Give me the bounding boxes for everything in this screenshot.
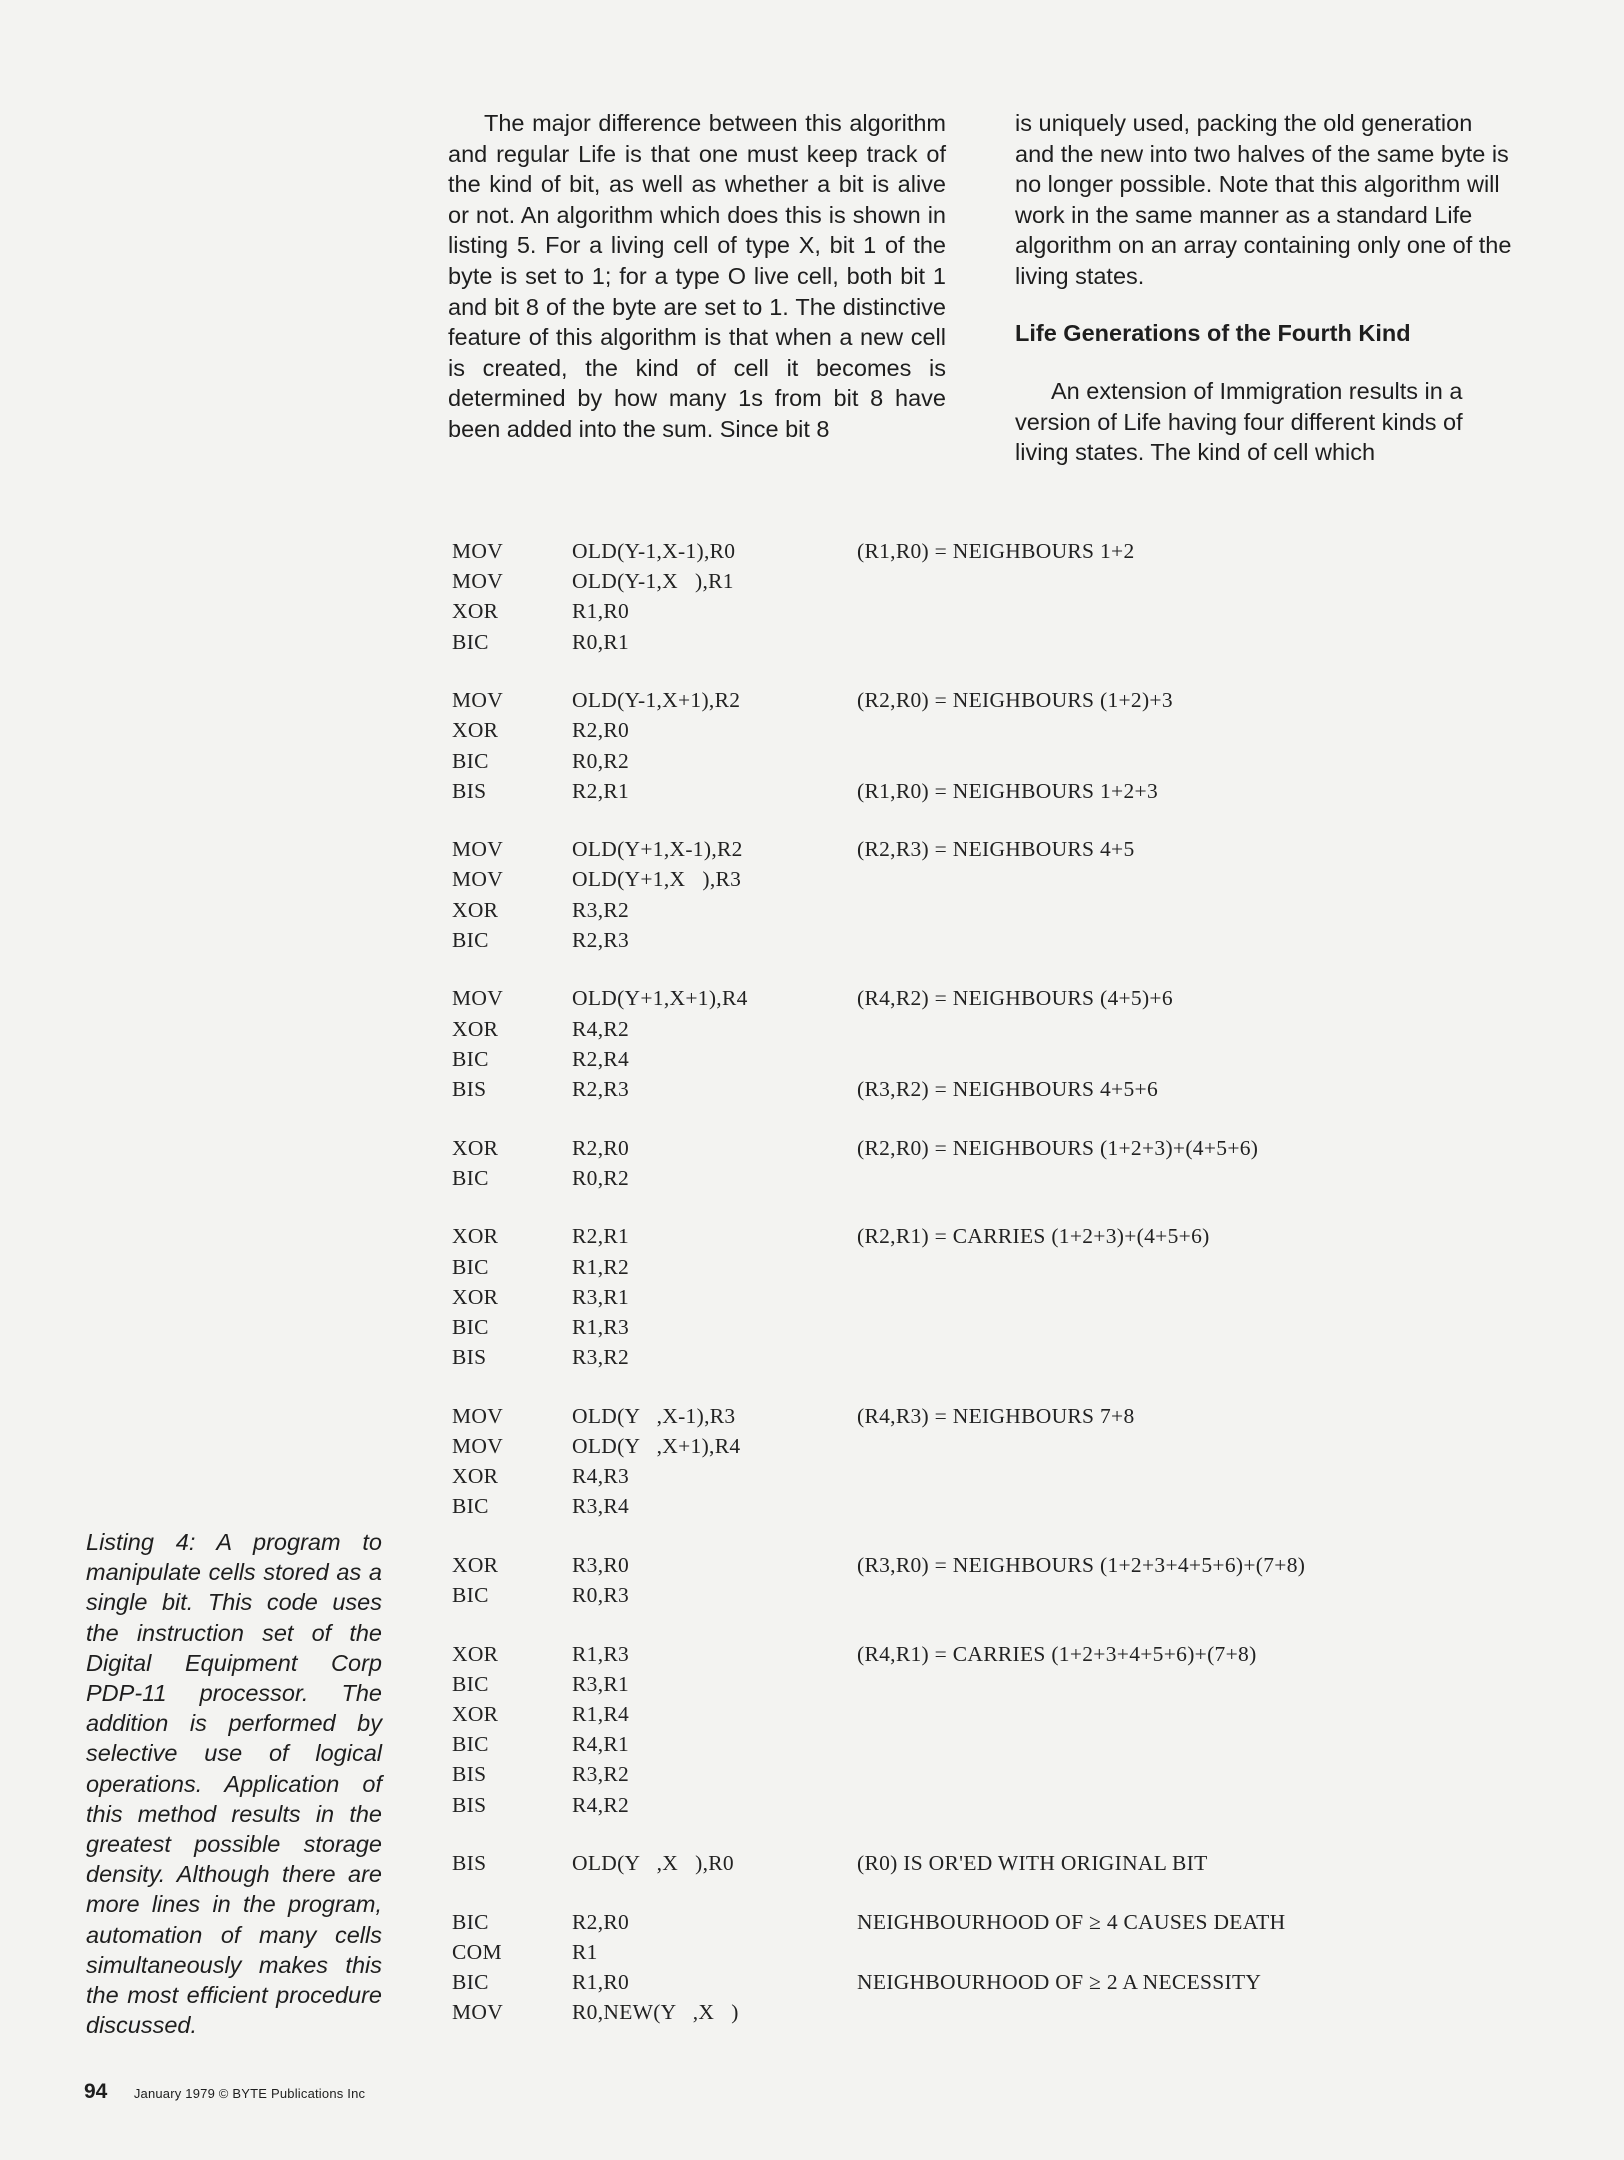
code-opcode: COM xyxy=(452,1939,502,1964)
code-opcode: MOV xyxy=(452,837,504,862)
code-opcode: MOV xyxy=(452,2000,504,2025)
code-opcode: XOR xyxy=(452,897,499,922)
code-opcode: BIC xyxy=(452,1254,489,1279)
code-comment: (R1,R0) = NEIGHBOURS 1+2 xyxy=(857,539,1135,563)
code-comment: (R3,R0) = NEIGHBOURS (1+2+3+4+5+6)+(7+8) xyxy=(857,1552,1306,1577)
code-opcode: BIS xyxy=(452,1762,487,1787)
code-opcode: XOR xyxy=(452,599,499,624)
code-opcode: MOV xyxy=(452,539,504,563)
code-opcode: BIS xyxy=(452,1345,487,1370)
code-operands: OLD(Y+1,X ),R3 xyxy=(572,867,742,892)
code-opcode: XOR xyxy=(452,1552,499,1577)
code-operands: OLD(Y-1,X-1),R0 xyxy=(572,539,736,563)
code-operands: R2,R1 xyxy=(572,778,630,803)
code-operands: R3,R1 xyxy=(572,1284,630,1309)
code-opcode: MOV xyxy=(452,867,504,892)
code-comment: (R4,R3) = NEIGHBOURS 7+8 xyxy=(857,1403,1135,1428)
page-footer xyxy=(84,2080,365,2104)
code-operands: R1,R2 xyxy=(572,1254,630,1279)
article-column-right xyxy=(1015,108,1513,468)
code-opcode: XOR xyxy=(452,1701,499,1726)
code-operands: R4,R3 xyxy=(572,1464,630,1489)
code-operands: R3,R2 xyxy=(572,1762,630,1787)
code-opcode: BIS xyxy=(452,1792,487,1817)
code-operands: R4,R2 xyxy=(572,1792,630,1817)
code-opcode: BIC xyxy=(452,1671,489,1696)
code-operands: R4,R2 xyxy=(572,1016,630,1041)
code-comment: NEIGHBOURHOOD OF ≥ 2 A NECESSITY xyxy=(857,1970,1262,1995)
code-opcode: MOV xyxy=(452,1433,504,1458)
code-operands: R1,R3 xyxy=(572,1314,630,1339)
code-comment: (R3,R2) = NEIGHBOURS 4+5+6 xyxy=(857,1076,1158,1101)
code-operands: R0,R2 xyxy=(572,748,630,773)
code-comment: (R1,R0) = NEIGHBOURS 1+2+3 xyxy=(857,778,1158,803)
code-operands: OLD(Y ,X+1),R4 xyxy=(572,1433,741,1458)
code-operands: R3,R0 xyxy=(572,1552,630,1577)
code-comment: (R2,R0) = NEIGHBOURS (1+2+3)+(4+5+6) xyxy=(857,1135,1259,1160)
code-opcode: BIS xyxy=(452,778,487,803)
code-operands: R0,R1 xyxy=(572,629,630,654)
code-opcode: XOR xyxy=(452,718,499,743)
code-opcode: MOV xyxy=(452,1403,504,1428)
code-opcode: BIS xyxy=(452,1851,487,1876)
code-operands: R1 xyxy=(572,1939,598,1964)
code-comment: (R2,R1) = CARRIES (1+2+3)+(4+5+6) xyxy=(857,1224,1210,1249)
code-opcode: XOR xyxy=(452,1641,499,1666)
section-heading: Life Generations of the Fourth Kind xyxy=(1015,319,1411,346)
code-comment: (R2,R3) = NEIGHBOURS 4+5 xyxy=(857,837,1135,862)
code-comment: (R0) IS OR'ED WITH ORIGINAL BIT xyxy=(857,1851,1208,1876)
code-opcode: BIC xyxy=(452,1314,489,1339)
code-operands: R3,R2 xyxy=(572,1345,630,1370)
code-operands: R0,R3 xyxy=(572,1582,630,1607)
code-comment: (R4,R2) = NEIGHBOURS (4+5)+6 xyxy=(857,986,1173,1011)
code-operands: OLD(Y ,X ),R0 xyxy=(572,1851,734,1876)
code-opcode: BIC xyxy=(452,629,489,654)
listing-caption: Listing 4: A program to manipulate cells stored as a single bit. This code uses the instruction set of the Digital Equipment Corp PDP-11 processor. The addition is performed by selective use of logical operations. Application of this method results in the greatest possible storage density. Although there are more lines in the program, automation of many cells simultaneously makes this the most efficient procedure discussed. xyxy=(86,1529,382,2039)
code-opcode: BIC xyxy=(452,1165,489,1190)
code-comment: NEIGHBOURHOOD OF ≥ 4 CAUSES DEATH xyxy=(857,1909,1286,1934)
code-comment: (R2,R0) = NEIGHBOURS (1+2)+3 xyxy=(857,688,1173,713)
code-opcode: XOR xyxy=(452,1224,499,1249)
code-opcode: XOR xyxy=(452,1016,499,1041)
code-opcode: BIC xyxy=(452,1046,489,1071)
code-operands: R2,R0 xyxy=(572,718,630,743)
code-opcode: BIC xyxy=(452,1494,489,1519)
code-operands: R1,R3 xyxy=(572,1641,630,1666)
code-operands: R2,R1 xyxy=(572,1224,630,1249)
code-operands: R2,R0 xyxy=(572,1135,630,1160)
code-opcode: BIC xyxy=(452,1909,489,1934)
code-operands: R1,R4 xyxy=(572,1701,630,1726)
code-opcode: XOR xyxy=(452,1284,499,1309)
code-operands: R3,R1 xyxy=(572,1671,630,1696)
code-opcode: XOR xyxy=(452,1135,499,1160)
code-opcode: BIC xyxy=(452,1582,489,1607)
code-operands: OLD(Y-1,X+1),R2 xyxy=(572,688,741,713)
code-opcode: XOR xyxy=(452,1464,499,1489)
code-operands: R1,R0 xyxy=(572,1970,630,1995)
body-paragraph: The major difference between this algorithm and regular Life is that one must keep track of the kind of bit, as well as whether a bit is alive or not. An algorithm which does this is shown in listing 5. For a living cell of type X, bit 1 of the byte is set to 1; for a type O live cell, both bit 1 and bit 8 of the byte are set to 1. The distinctive feature of this algorithm is that when a new cell is created, the kind of cell it becomes is determined by how many 1s from bit 8 have been added into the sum. Since bit 8 xyxy=(448,110,946,442)
code-opcode: BIC xyxy=(452,1970,489,1995)
code-opcode: MOV xyxy=(452,986,504,1011)
code-operands: R0,R2 xyxy=(572,1165,630,1190)
code-operands: R3,R4 xyxy=(572,1494,630,1519)
code-opcode: BIC xyxy=(452,1732,489,1757)
body-paragraph: is uniquely used, packing the old generation and the new into two halves of the same byte is no longer possible. Note that this algorithm will work in the same manner as a standard Life algorithm on an array containing only one of the living states. xyxy=(1015,110,1512,289)
code-opcode: BIS xyxy=(452,1076,487,1101)
code-operands: OLD(Y+1,X-1),R2 xyxy=(572,837,743,862)
code-opcode: BIC xyxy=(452,748,489,773)
code-opcode: MOV xyxy=(452,688,504,713)
code-operands: R2,R3 xyxy=(572,927,630,952)
code-operands: R2,R4 xyxy=(572,1046,630,1071)
code-operands: R2,R0 xyxy=(572,1909,630,1934)
code-operands: R1,R0 xyxy=(572,599,630,624)
code-operands: OLD(Y ,X-1),R3 xyxy=(572,1403,736,1428)
code-comment: (R4,R1) = CARRIES (1+2+3+4+5+6)+(7+8) xyxy=(857,1641,1257,1666)
code-opcode: MOV xyxy=(452,569,504,594)
code-operands: R2,R3 xyxy=(572,1076,630,1101)
page-number: 94 xyxy=(84,2080,108,2103)
code-operands: R0,NEW(Y ,X ) xyxy=(572,2000,739,2025)
code-operands: OLD(Y+1,X+1),R4 xyxy=(572,986,748,1011)
article-column-left xyxy=(448,108,946,445)
body-paragraph: An extension of Immigration results in a version of Life having four different kinds of living states. The kind of cell which xyxy=(1015,378,1463,466)
code-opcode: BIC xyxy=(452,927,489,952)
code-operands: R3,R2 xyxy=(572,897,630,922)
code-operands: R4,R1 xyxy=(572,1732,630,1757)
footer-credit: January 1979 © BYTE Publications Inc xyxy=(133,2086,366,2101)
code-operands: OLD(Y-1,X ),R1 xyxy=(572,569,734,594)
